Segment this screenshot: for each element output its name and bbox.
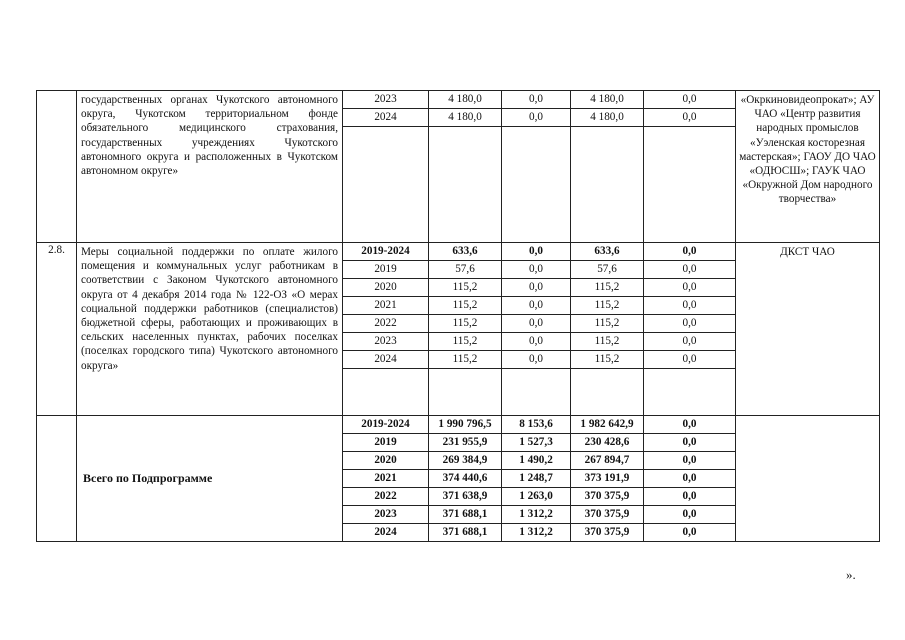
- year-cell: 2023: [343, 91, 429, 109]
- value-cell: 0,0: [644, 109, 736, 127]
- row-description: Меры социальной поддержки по оплате жилого помещения и коммунальных услуг работникам в соответствии с Законом Чукотского автономного округа от 4 декабря 2014 года № 122-ОЗ «О мерах социальной поддержки работников (специалистов) бюджетной сферы, работающих и проживающих в сельских населенных пунктах, рабочих поселках (поселках городского типа) Чукотского автономного округа»: [77, 243, 343, 416]
- value-cell: 57,6: [571, 261, 644, 279]
- value-cell: 0,0: [644, 315, 736, 333]
- total-cell: 371 688,1: [429, 506, 502, 524]
- value-cell: 1 312,2: [502, 506, 571, 524]
- value-cell: 115,2: [571, 333, 644, 351]
- table-row: [37, 91, 880, 109]
- total-cell: 57,6: [429, 261, 502, 279]
- responsible-org: ДКСТ ЧАО: [736, 243, 880, 416]
- value-cell: 370 375,9: [571, 524, 644, 542]
- value-cell: 0,0: [502, 351, 571, 369]
- value-cell: 115,2: [571, 297, 644, 315]
- value-cell: 0,0: [644, 524, 736, 542]
- total-cell: 115,2: [429, 351, 502, 369]
- value-cell: 1 527,3: [502, 434, 571, 452]
- value-cell: 0,0: [502, 279, 571, 297]
- value-cell: 0,0: [644, 243, 736, 261]
- value-cell: 0,0: [644, 506, 736, 524]
- value-cell: 0,0: [502, 109, 571, 127]
- value-cell: 0,0: [644, 333, 736, 351]
- year-cell: 2019: [343, 434, 429, 452]
- value-cell: 1 248,7: [502, 470, 571, 488]
- value-cell: 8 153,6: [502, 416, 571, 434]
- value-cell: 0,0: [644, 470, 736, 488]
- total-cell: 371 638,9: [429, 488, 502, 506]
- year-cell: 2024: [343, 109, 429, 127]
- value-cell: 0,0: [644, 261, 736, 279]
- value-cell: 115,2: [571, 315, 644, 333]
- year-cell: 2019-2024: [343, 416, 429, 434]
- value-cell: 1 312,2: [502, 524, 571, 542]
- totals-org-cell: [736, 416, 880, 542]
- value-cell: 4 180,0: [571, 109, 644, 127]
- value-cell: 370 375,9: [571, 506, 644, 524]
- total-cell: 374 440,6: [429, 470, 502, 488]
- value-cell: 4 180,0: [571, 91, 644, 109]
- total-cell: 371 688,1: [429, 524, 502, 542]
- value-cell: 0,0: [644, 91, 736, 109]
- year-cell: 2022: [343, 315, 429, 333]
- totals-label: Всего по Подпрограмме: [77, 416, 343, 542]
- year-cell: 2021: [343, 470, 429, 488]
- value-cell: 0,0: [644, 279, 736, 297]
- year-cell: 2023: [343, 506, 429, 524]
- value-cell: 0,0: [502, 261, 571, 279]
- value-cell: 115,2: [571, 351, 644, 369]
- row-number: 2.8.: [37, 243, 77, 416]
- closing-mark: ».: [846, 567, 856, 582]
- value-cell: 633,6: [571, 243, 644, 261]
- total-cell: 1 990 796,5: [429, 416, 502, 434]
- totals-number-cell: [37, 416, 77, 542]
- total-cell: 231 955,9: [429, 434, 502, 452]
- value-cell: 0,0: [644, 488, 736, 506]
- value-cell: 0,0: [644, 416, 736, 434]
- value-cell: 267 894,7: [571, 452, 644, 470]
- year-cell: 2019-2024: [343, 243, 429, 261]
- total-cell: 4 180,0: [429, 109, 502, 127]
- total-cell: 4 180,0: [429, 91, 502, 109]
- year-cell: 2019: [343, 261, 429, 279]
- year-cell: 2020: [343, 279, 429, 297]
- table-row: [37, 243, 880, 261]
- value-cell: 0,0: [644, 297, 736, 315]
- value-cell: 373 191,9: [571, 470, 644, 488]
- year-cell: 2022: [343, 488, 429, 506]
- year-cell: 2020: [343, 452, 429, 470]
- value-cell: 0,0: [644, 452, 736, 470]
- year-cell: 2024: [343, 351, 429, 369]
- year-cell: 2023: [343, 333, 429, 351]
- value-cell: 370 375,9: [571, 488, 644, 506]
- total-cell: 269 384,9: [429, 452, 502, 470]
- value-cell: 0,0: [502, 297, 571, 315]
- year-cell: 2024: [343, 524, 429, 542]
- value-cell: 0,0: [644, 434, 736, 452]
- total-cell: 115,2: [429, 315, 502, 333]
- value-cell: 1 490,2: [502, 452, 571, 470]
- total-cell: 633,6: [429, 243, 502, 261]
- subprogram-table: [36, 90, 880, 542]
- row-number: [37, 91, 77, 243]
- total-cell: 115,2: [429, 297, 502, 315]
- total-cell: 115,2: [429, 333, 502, 351]
- value-cell: 0,0: [644, 351, 736, 369]
- value-cell: 0,0: [502, 333, 571, 351]
- value-cell: 1 982 642,9: [571, 416, 644, 434]
- value-cell: 0,0: [502, 91, 571, 109]
- value-cell: 0,0: [502, 315, 571, 333]
- value-cell: 115,2: [571, 279, 644, 297]
- total-cell: 115,2: [429, 279, 502, 297]
- table-row: [37, 416, 880, 434]
- value-cell: 230 428,6: [571, 434, 644, 452]
- row-description: государственных органах Чукотского автономного округа, Чукотском территориальном фонде обязательного медицинского страхования, государственных учреждениях Чукотского автономного округа и расположенных в Чукотском автономном округе»: [77, 91, 343, 243]
- value-cell: 0,0: [502, 243, 571, 261]
- responsible-org: «Окркиновидеопрокат»; АУ ЧАО «Центр развития народных промыслов «Уэленская косторезная мастерская»; ГАОУ ДО ЧАО «ОДЮСШ»; ГАУК ЧАО «Окружной Дом народного творчества»: [736, 91, 880, 243]
- value-cell: 1 263,0: [502, 488, 571, 506]
- year-cell: 2021: [343, 297, 429, 315]
